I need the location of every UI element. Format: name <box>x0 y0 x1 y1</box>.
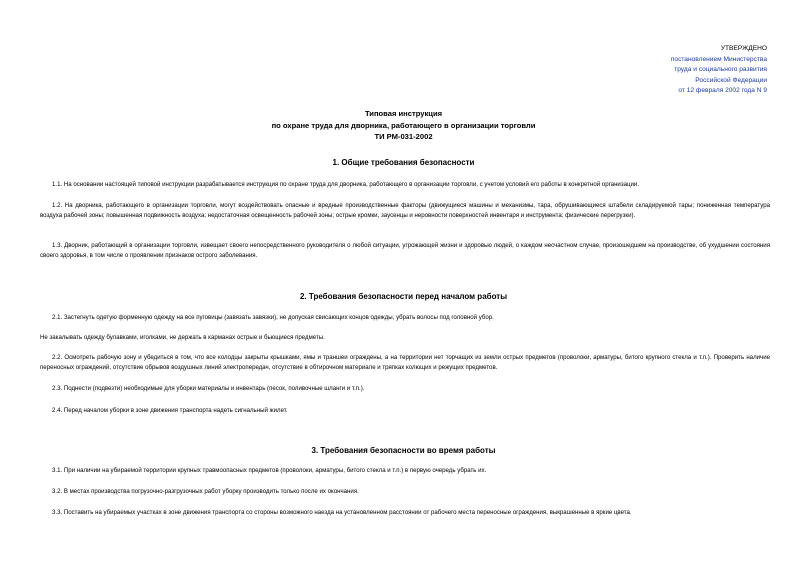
paragraph-text: 3.1. При наличии на убираемой территории крупных травмоопасных предметов (проволоки, арматуры, битого стекла и т.п.) в первую очередь убрать их. <box>52 467 487 474</box>
approval-line-labor[interactable]: труда и социального развития <box>674 66 767 74</box>
paragraph-text: 3.2. В местах производства погрузочно-разгрузочных работ уборку производить только после их окончания. <box>52 488 359 495</box>
paragraph-text: 1.3. Дворник, работающий в организации торговли, извещает своего непосредственного руководителя о любой ситуации, угрожающей жизни и здоровью людей, о каждом несчастном случае, произошедшем на производстве, об ухудшении состояния своего здоровья, в том числе о проявлении признаков острого заболевания. <box>40 242 770 260</box>
paragraph-text: 2.2. Осмотреть рабочую зону и убедиться в том, что все колодцы закрыты крышками, ямы и траншеи ограждены, а на территории нет торчащих из земли острых предметов (проволоки, арматуры, битого крупного стекла и т.п.). Проверить наличие переносных ограждений, отсутствие обрывов воздушных линий электропередач, отсутствие в обтирочном материале и тряпках колющих и режущих предметов. <box>40 354 770 372</box>
paragraph-2-3 <box>40 384 770 394</box>
paragraph-3-3 <box>40 508 770 518</box>
section-3-title: 3. Требования безопасности во время работы <box>311 446 496 455</box>
section-2-title: 2. Требования безопасности перед началом работы <box>299 292 508 301</box>
paragraph-1-1 <box>40 180 770 190</box>
title-line-3: ТИ РМ-031-2002 <box>374 132 433 141</box>
approval-line-ministry[interactable]: постановлением Министерства <box>670 55 767 63</box>
paragraph-text: 3.3. Поставить на убираемых участках в зоне движения транспорта со стороны возможного наезда на установленном расстоянии от рабочего места переносные ограждения, выкрашенные в яркие цвета. <box>52 509 632 516</box>
paragraph-text: 2.3. Поднести (подвезти) необходимые для уборки материалы и инвентарь (песок, поливочные шланги и т.п.). <box>52 385 365 392</box>
paragraph-3-1 <box>40 466 770 476</box>
paragraph-text: Не закалывать одежду булавками, иголками, не держать в карманах острые и бьющиеся предметы. <box>40 334 325 341</box>
paragraph-2-4 <box>40 406 770 416</box>
paragraph-2-1 <box>40 313 770 323</box>
paragraph-text: 1.2. На дворника, работающего в организации торговли, могут воздействовать опасные и вредные производственные факторы (движущиеся машины и механизмы, тара, обрушивающиеся штабели складируемой тары; пониженная температура воздуха рабочей зоны; повышенная подвижность воздуха; недостаточная освещенность рабочей зоны; острые кромки, заусенцы и неровности поверхностей инвентаря и инструмента; физические перегрузки). <box>40 202 770 220</box>
paragraph-2-1b <box>40 333 770 343</box>
title-line-2: по охране труда для дворника, работающего в организации торговли <box>271 120 536 130</box>
paragraph-text: 2.4. Перед началом уборки в зоне движения транспорта надеть сигнальный жилет. <box>52 407 288 414</box>
paragraph-text: 2.1. Застегнуть одетую форменную одежду на все пуговицы (завязать завязки), не допуская свисающих концов одежды, убрать волосы под головной убор. <box>52 314 494 321</box>
approval-heading: УТВЕРЖДЕНО <box>720 45 767 52</box>
title-line-1: Типовая инструкция <box>364 109 443 118</box>
paragraph-3-2 <box>40 487 770 497</box>
paragraph-1-3 <box>40 241 770 262</box>
document-title <box>0 108 807 143</box>
approval-block <box>671 44 767 97</box>
paragraph-1-2 <box>40 201 770 222</box>
section-1-title: 1. Общие требования безопасности <box>332 158 475 167</box>
approval-line-date[interactable]: от 12 февраля 2002 года N 9 <box>678 87 767 95</box>
paragraph-text: 1.1. На основании настоящей типовой инструкции разрабатывается инструкция по охране труда для дворника, работающего в организации торговли, с учетом условий его работы в конкретной организации. <box>52 181 640 188</box>
approval-line-rf[interactable]: Российской Федерации <box>695 76 767 84</box>
paragraph-2-2 <box>40 353 770 374</box>
